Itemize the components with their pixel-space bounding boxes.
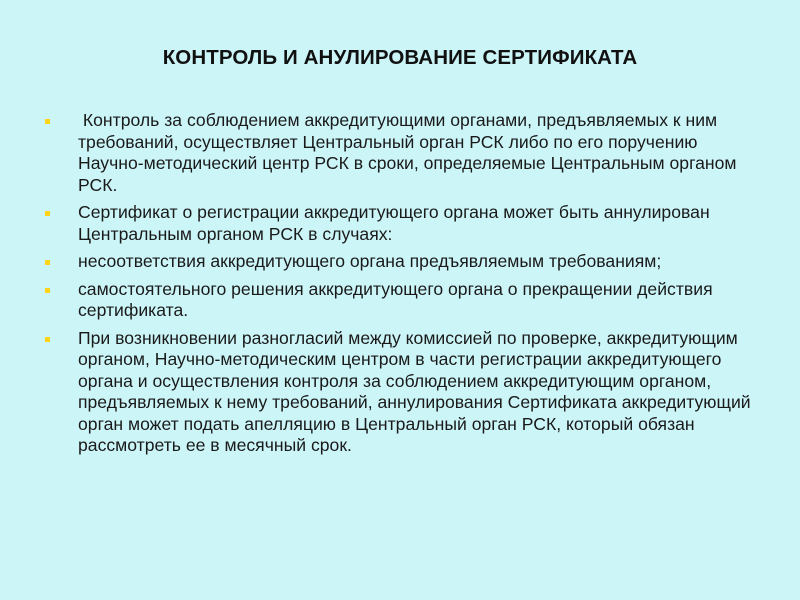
bullet-item xyxy=(45,328,765,457)
square-bullet-icon xyxy=(45,260,50,265)
bullet-text: самостоятельного решения аккредитующего органа о прекращении действия сертификата. xyxy=(78,278,713,320)
bullet-item xyxy=(45,279,765,322)
bullet-text: Сертификат о регистрации аккредитующего органа может быть аннулирован Центральным органом РСК в случаях: xyxy=(78,202,710,244)
bullet-item xyxy=(45,202,765,245)
slide-title: КОНТРОЛЬ И АНУЛИРОВАНИЕ СЕРТИФИКАТА xyxy=(162,46,638,69)
square-bullet-icon xyxy=(45,119,50,124)
bullet-item xyxy=(45,251,765,273)
bullet-text: несоответствия аккредитующего органа предъявляемым требованиям; xyxy=(78,251,662,271)
bullet-text: При возникновении разногласий между комиссией по проверке, аккредитующим органом, Научно-методическим центром в части регистрации аккредитующего органа и осуществления контроля за соблюдением аккредитующим органом, предъявляемых к нему требований, аннулирования Сертификата аккредитующий орган может подать апелляцию в Центральный орган РСК, который обязан рассмотреть ее в месячный срок. xyxy=(78,327,751,455)
bullet-list xyxy=(45,110,765,463)
square-bullet-icon xyxy=(45,211,50,216)
square-bullet-icon xyxy=(45,337,50,342)
bullet-item xyxy=(45,110,765,196)
bullet-text: Контроль за соблюдением аккредитующими органами, предъявляемых к ним требований, осуществляет Центральный орган РСК либо по его поручению Научно-методический центр РСК в сроки, определяемые Центральным органом РСК. xyxy=(78,110,742,195)
square-bullet-icon xyxy=(45,288,50,293)
